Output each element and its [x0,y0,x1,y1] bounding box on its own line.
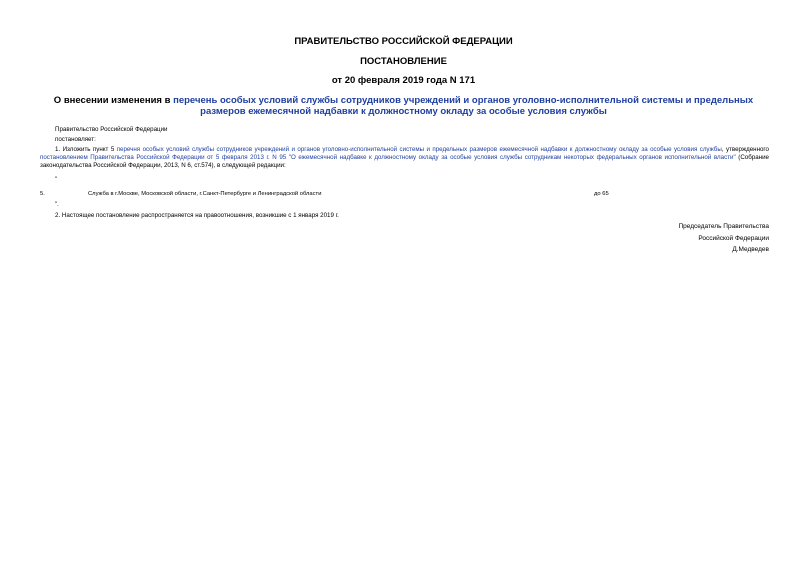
title-link[interactable]: перечень особых условий службы сотрудников учреждений и органов уголовно-исполнительной системы и предельных размеров ежемесячной надбавки к должностному окладу за особые условия службы [173,95,754,117]
title-prefix: О внесении изменения в [53,95,174,106]
signature-line-1: Председатель Правительства [678,223,769,230]
p1-decree-link[interactable]: постановлением Правительства Российской Федерации от 5 февраля 2013 г. N 95 "О ежемесячной надбавке к должностному окладу за особые условия службы сотрудникам некоторых федеральных органов исполнительной власти" [40,154,736,161]
signature-name: Д.Медведев [732,246,769,253]
intro-line-2: постановляет: [55,136,96,143]
paragraph-2: 2. Настоящее постановление распространяется на правоотношения, возникшие с 1 января 2019 г. [55,212,339,219]
p1-mid: , утвержденного [721,146,769,153]
row-limit: до 65 [594,191,609,197]
p1-list-link[interactable]: перечня особых условий службы сотрудников учреждений и органов уголовно-исполнительной системы и предельных размеров ежемесячной надбавки к должностному окладу за особые условия службы [116,146,722,153]
quote-open: " [55,177,58,183]
document-title [40,95,767,117]
quote-close: ". [55,202,59,208]
row-service: Служба в г.Москве, Московской области, г.Санкт-Петербурге и Ленинградской области [88,191,322,197]
p1-start: 1. Изложить пункт 5 [55,146,117,153]
date-number-heading: от 20 февраля 2019 года N 171 [331,75,476,86]
signature-line-2: Российской Федерации [698,235,769,242]
government-heading: ПРАВИТЕЛЬСТВО РОССИЙСКОЙ ФЕДЕРАЦИИ [294,36,513,47]
row-number: 5. [40,191,45,197]
paragraph-1 [40,146,769,170]
document-type-heading: ПОСТАНОВЛЕНИЕ [360,56,447,67]
p1-end: (Собрание законодательства Российской Федерации, 2013, N 6, ст.574), в следующей редакции: [40,154,769,169]
intro-line-1: Правительство Российской Федерации [55,126,168,133]
